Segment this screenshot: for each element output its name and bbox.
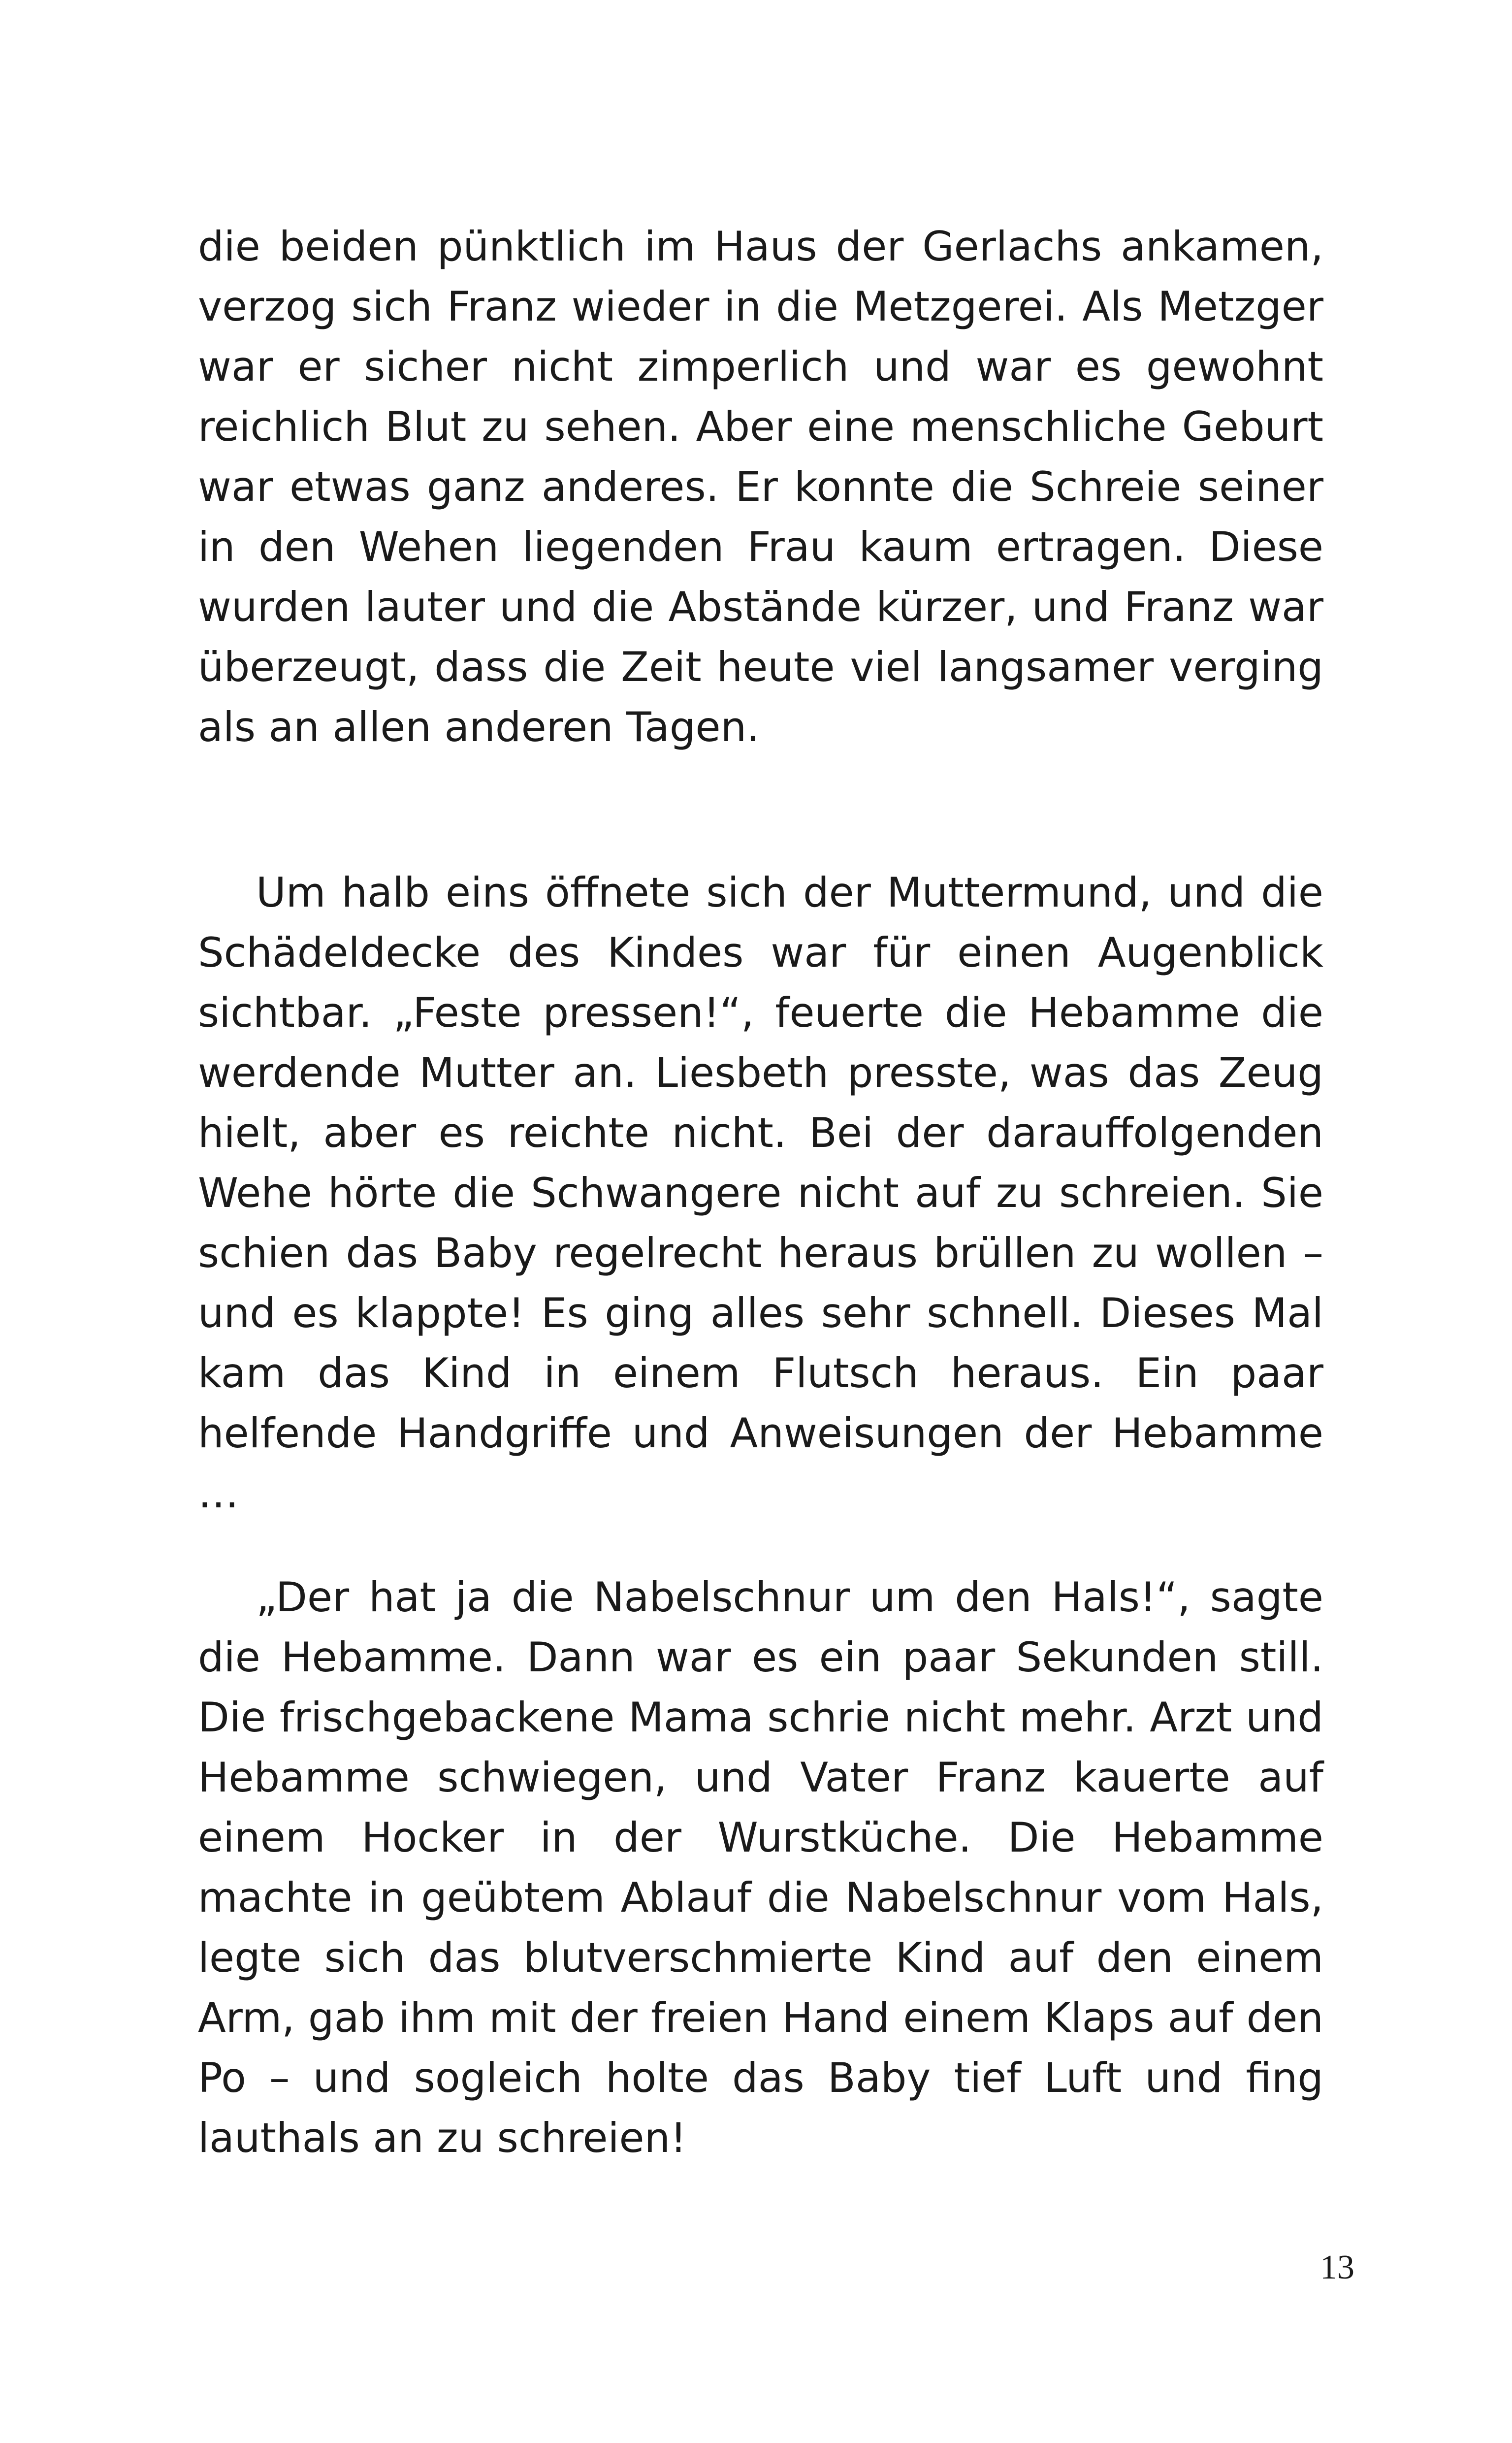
paragraph-2: Um halb eins öffnete sich der Muttermund, und die Schädeldecke des Kindes war für einen Augenblick sichtbar. „Feste pressen!“, feuerte die Hebamme die werdende Mutter an. Liesbeth presste, was das Zeug hielt, aber es reichte nicht. Bei der darauffolgenden Wehe hörte die Schwangere nicht auf zu schreien. Sie schien das Baby regelrecht heraus brüllen zu wollen – und es klappte! Es ging alles sehr schnell. Dieses Mal kam das Kind in einem Flutsch heraus. Ein paar helfende Handgriffe und Anweisungen der Hebamme … <box>198 869 1323 1517</box>
page-number: 13 <box>1320 2248 1354 2286</box>
paragraph-3: „Der hat ja die Nabelschnur um den Hals!“, sagte die Hebamme. Dann war es ein paar Sekunden still. Die frischgebackene Mama schrie nicht mehr. Arzt und Hebamme schwiegen, und Vater Franz kauerte auf einem Hocker in der Wurstküche. Die Hebamme machte in geübtem Ablauf die Nabelschnur vom Hals, legte sich das blutverschmierte Kind auf den einem Arm, gab ihm mit der freien Hand einem Klaps auf den Po – und sogleich holte das Baby tief Luft und fing lauthals an zu schreien! <box>198 1573 1323 2162</box>
paragraph-1: die beiden pünktlich im Haus der Gerlachs ankamen, verzog sich Franz wieder in die Metzgerei. Als Metzger war er sicher nicht zimperlich und war es gewohnt reichlich Blut zu sehen. Aber eine menschliche Geburt war etwas ganz anderes. Er konnte die Schreie seiner in den Wehen liegenden Frau kaum ertragen. Diese wurden lauter und die Abstände kürzer, und Franz war überzeugt, dass die Zeit heute viel langsamer verging als an allen anderen Tagen. <box>198 223 1323 751</box>
